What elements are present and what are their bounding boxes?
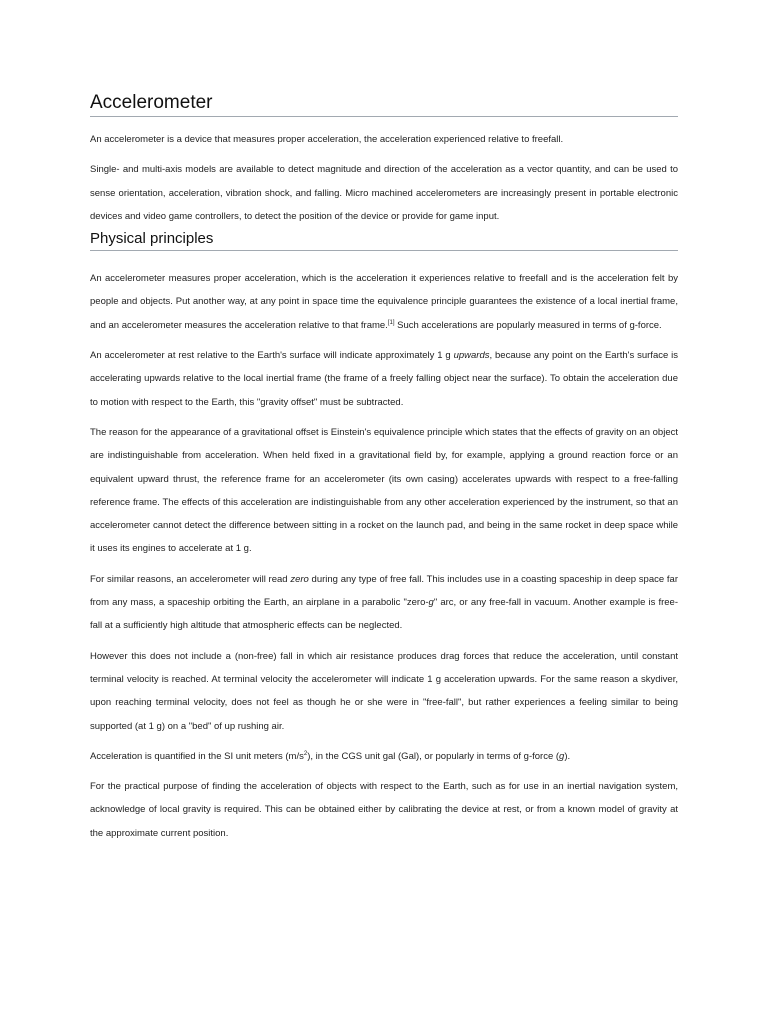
emphasis-text: g [559, 750, 565, 762]
emphasis-text: upwards [453, 350, 490, 362]
section-paragraph-7: For the practical purpose of finding the acceleration of objects with respect to the Earth, such as for use in an inertial navigation system, acknowledge of local gravity is required. This can be obtained either by calibrating the device at rest, or from a known model of gravity at the approximate current position. [90, 781, 678, 839]
paragraph-text: during any type of free fall. This includes use in a coasting spaceship in deep space far from any mass, a spaceship orbiting the Earth, an airplane in a parabolic "zero- [90, 573, 678, 609]
paragraph-text: Such accelerations are popularly measured in terms of g-force. [394, 319, 662, 331]
section-paragraph-4 [90, 568, 678, 638]
paragraph-text: " arc, or any free-fall in vacuum. Another example is free-fall at a sufficiently high altitude that atmospheric effects can be neglected. [90, 597, 678, 632]
reference-link[interactable]: [1] [387, 319, 395, 326]
emphasis-text: g [428, 597, 434, 609]
section-paragraph-1 [90, 267, 678, 337]
paragraph-text: , because any point on the Earth's surface is accelerating upwards relative to the local inertial frame (the frame of a freely falling object near the surface). To obtain the acceleration due to motion with respect to the Earth, this "gravity offset" must be subtracted. [90, 350, 678, 408]
intro-paragraph-2: Single- and multi-axis models are available to detect magnitude and direction of the acceleration as a vector quantity, and can be used to sense orientation, acceleration, vibration shock, and falling. Micro machined accelerometers are increasingly present in portable electronic devices and video game controllers, to detect the position of the device or provide for game input. [90, 164, 678, 222]
paragraph-text: An accelerometer at rest relative to the Earth's surface will indicate approximately 1 g [90, 350, 454, 362]
paragraph-text: An accelerometer measures proper acceleration, which is the acceleration it experiences relative to freefall and is the acceleration felt by people and objects. Put another way, at any point in space time the equivalence principle guarantees the existence of a local inertial frame, and an accelerometer measures the acceleration relative to that frame. [90, 273, 678, 331]
section-paragraph-5: However this does not include a (non-free) fall in which air resistance produces drag forces that reduce the acceleration, until constant terminal velocity is reached. At terminal velocity the accelerometer will indicate 1 g acceleration upwards. For the same reason a skydiver, upon reaching terminal velocity, does not feel as though he or she were in "free-fall", but rather experiences a feeling similar to being supported (at 1 g) on a "bed" of up rushing air. [90, 650, 678, 732]
paragraph-text: ), in the CGS unit gal (Gal), or popularly in terms of g-force ( [307, 750, 560, 762]
paragraph-text: Acceleration is quantified in the SI unit meters (m/s [90, 750, 304, 762]
article-title: Accelerometer [90, 90, 678, 117]
section-paragraph-3: The reason for the appearance of a gravitational offset is Einstein's equivalence principle which states that the effects of gravity on an object are indistinguishable from acceleration. When held fixed in a gravitational field by, for example, applying a ground reaction force or an equivalent upward thrust, the reference frame for an accelerometer (its own casing) accelerates upwards with respect to a free-falling reference frame. The effects of this acceleration are indistinguishable from any other acceleration experienced by the instrument, so that an accelerometer cannot detect the difference between sitting in a rocket on the launch pad, and being in the same rocket in deep space while it uses its engines to accelerate at 1 g. [90, 426, 678, 555]
superscript: 2 [303, 750, 308, 757]
emphasis-text: zero [290, 573, 309, 585]
article-body [90, 90, 678, 845]
section-heading: Physical principles [90, 228, 678, 251]
intro-paragraph-1: An accelerometer is a device that measures proper acceleration, the acceleration experienced relative to freefall. [90, 134, 564, 145]
paragraph-text: For similar reasons, an accelerometer will read [90, 573, 291, 585]
section-paragraph-6 [90, 745, 678, 768]
section-paragraph-2 [90, 344, 678, 414]
paragraph-text: ). [564, 750, 571, 762]
